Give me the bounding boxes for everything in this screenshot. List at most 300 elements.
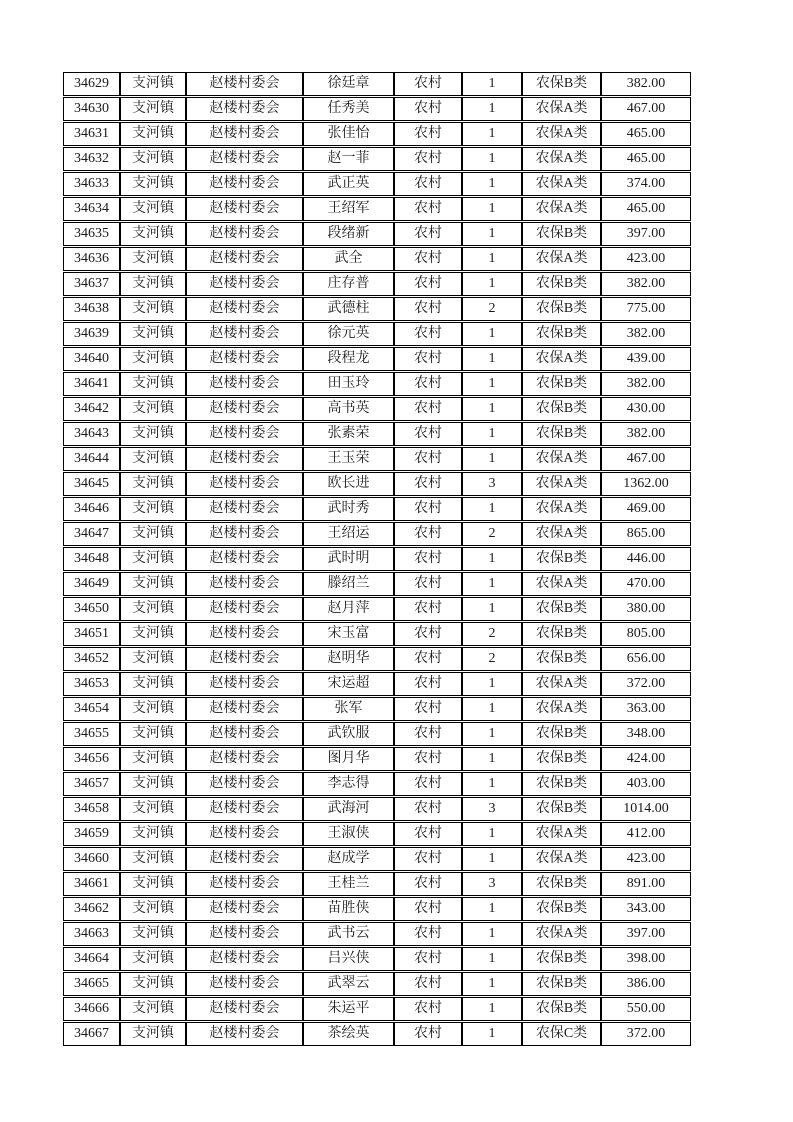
cell-town: 支河镇 <box>120 122 186 146</box>
cell-town: 支河镇 <box>120 622 186 646</box>
table-row <box>63 297 691 321</box>
cell-category: 农保B类 <box>522 722 601 746</box>
cell-name: 庄存普 <box>303 272 394 296</box>
cell-count: 1 <box>462 572 522 596</box>
cell-category: 农保A类 <box>522 672 601 696</box>
cell-count: 1 <box>462 422 522 446</box>
table-row <box>63 997 691 1021</box>
cell-type: 农村 <box>394 222 462 246</box>
cell-count: 1 <box>462 497 522 521</box>
cell-amount: 430.00 <box>601 397 691 421</box>
cell-id: 34629 <box>63 72 120 96</box>
cell-count: 1 <box>462 122 522 146</box>
cell-category: 农保A类 <box>522 472 601 496</box>
cell-id: 34639 <box>63 322 120 346</box>
cell-category: 农保B类 <box>522 622 601 646</box>
cell-village: 赵楼村委会 <box>186 897 303 921</box>
cell-town: 支河镇 <box>120 822 186 846</box>
cell-count: 2 <box>462 297 522 321</box>
cell-type: 农村 <box>394 247 462 271</box>
cell-type: 农村 <box>394 772 462 796</box>
cell-town: 支河镇 <box>120 347 186 371</box>
cell-town: 支河镇 <box>120 397 186 421</box>
cell-village: 赵楼村委会 <box>186 672 303 696</box>
cell-amount: 397.00 <box>601 222 691 246</box>
table-row <box>63 922 691 946</box>
table-row <box>63 247 691 271</box>
cell-name: 武钦服 <box>303 722 394 746</box>
cell-town: 支河镇 <box>120 522 186 546</box>
cell-name: 徐元英 <box>303 322 394 346</box>
cell-type: 农村 <box>394 347 462 371</box>
table-row <box>63 222 691 246</box>
table-row <box>63 322 691 346</box>
cell-name: 武正英 <box>303 172 394 196</box>
cell-amount: 423.00 <box>601 847 691 871</box>
cell-amount: 891.00 <box>601 872 691 896</box>
cell-count: 1 <box>462 222 522 246</box>
cell-type: 农村 <box>394 972 462 996</box>
cell-type: 农村 <box>394 572 462 596</box>
cell-category: 农保B类 <box>522 947 601 971</box>
cell-name: 滕绍兰 <box>303 572 394 596</box>
cell-name: 赵一菲 <box>303 147 394 171</box>
cell-amount: 343.00 <box>601 897 691 921</box>
cell-id: 34632 <box>63 147 120 171</box>
cell-village: 赵楼村委会 <box>186 622 303 646</box>
cell-town: 支河镇 <box>120 1022 186 1046</box>
cell-type: 农村 <box>394 422 462 446</box>
cell-type: 农村 <box>394 297 462 321</box>
cell-amount: 439.00 <box>601 347 691 371</box>
cell-category: 农保A类 <box>522 122 601 146</box>
table-row <box>63 397 691 421</box>
cell-amount: 1014.00 <box>601 797 691 821</box>
cell-id: 34649 <box>63 572 120 596</box>
cell-amount: 374.00 <box>601 172 691 196</box>
cell-type: 农村 <box>394 697 462 721</box>
cell-id: 34631 <box>63 122 120 146</box>
cell-type: 农村 <box>394 322 462 346</box>
cell-category: 农保A类 <box>522 147 601 171</box>
table-row <box>63 197 691 221</box>
table-row <box>63 897 691 921</box>
cell-id: 34667 <box>63 1022 120 1046</box>
cell-id: 34663 <box>63 922 120 946</box>
cell-id: 34659 <box>63 822 120 846</box>
table-row <box>63 72 691 96</box>
cell-category: 农保A类 <box>522 247 601 271</box>
table-row <box>63 572 691 596</box>
cell-category: 农保B类 <box>522 222 601 246</box>
cell-id: 34643 <box>63 422 120 446</box>
cell-count: 1 <box>462 547 522 571</box>
cell-amount: 550.00 <box>601 997 691 1021</box>
cell-type: 农村 <box>394 722 462 746</box>
cell-type: 农村 <box>394 272 462 296</box>
cell-count: 1 <box>462 372 522 396</box>
cell-amount: 423.00 <box>601 247 691 271</box>
cell-name: 吕兴侠 <box>303 947 394 971</box>
cell-village: 赵楼村委会 <box>186 722 303 746</box>
cell-type: 农村 <box>394 922 462 946</box>
table-row <box>63 472 691 496</box>
cell-town: 支河镇 <box>120 147 186 171</box>
cell-name: 张军 <box>303 697 394 721</box>
cell-category: 农保B类 <box>522 372 601 396</box>
cell-name: 武时明 <box>303 547 394 571</box>
cell-amount: 382.00 <box>601 272 691 296</box>
cell-category: 农保B类 <box>522 997 601 1021</box>
table-row <box>63 522 691 546</box>
cell-village: 赵楼村委会 <box>186 447 303 471</box>
cell-amount: 412.00 <box>601 822 691 846</box>
cell-amount: 348.00 <box>601 722 691 746</box>
cell-id: 34657 <box>63 772 120 796</box>
cell-village: 赵楼村委会 <box>186 222 303 246</box>
table-row <box>63 347 691 371</box>
cell-village: 赵楼村委会 <box>186 422 303 446</box>
cell-town: 支河镇 <box>120 697 186 721</box>
cell-id: 34646 <box>63 497 120 521</box>
cell-id: 34635 <box>63 222 120 246</box>
cell-amount: 805.00 <box>601 622 691 646</box>
cell-amount: 397.00 <box>601 922 691 946</box>
cell-amount: 1362.00 <box>601 472 691 496</box>
cell-amount: 398.00 <box>601 947 691 971</box>
cell-town: 支河镇 <box>120 97 186 121</box>
cell-name: 任秀美 <box>303 97 394 121</box>
cell-village: 赵楼村委会 <box>186 97 303 121</box>
cell-category: 农保B类 <box>522 597 601 621</box>
cell-id: 34648 <box>63 547 120 571</box>
cell-name: 苗胜侠 <box>303 897 394 921</box>
table-row <box>63 547 691 571</box>
cell-name: 武全 <box>303 247 394 271</box>
cell-village: 赵楼村委会 <box>186 547 303 571</box>
cell-count: 1 <box>462 197 522 221</box>
cell-town: 支河镇 <box>120 572 186 596</box>
cell-name: 武翠云 <box>303 972 394 996</box>
cell-name: 茶绘英 <box>303 1022 394 1046</box>
cell-name: 赵明华 <box>303 647 394 671</box>
cell-id: 34638 <box>63 297 120 321</box>
table-row <box>63 972 691 996</box>
cell-village: 赵楼村委会 <box>186 647 303 671</box>
cell-count: 1 <box>462 272 522 296</box>
table-row <box>63 622 691 646</box>
cell-village: 赵楼村委会 <box>186 297 303 321</box>
cell-town: 支河镇 <box>120 997 186 1021</box>
cell-village: 赵楼村委会 <box>186 947 303 971</box>
cell-amount: 380.00 <box>601 597 691 621</box>
cell-category: 农保B类 <box>522 772 601 796</box>
cell-id: 34641 <box>63 372 120 396</box>
cell-amount: 467.00 <box>601 447 691 471</box>
cell-count: 1 <box>462 722 522 746</box>
cell-village: 赵楼村委会 <box>186 872 303 896</box>
cell-name: 田玉玲 <box>303 372 394 396</box>
cell-amount: 403.00 <box>601 772 691 796</box>
cell-name: 朱运平 <box>303 997 394 1021</box>
cell-name: 宋玉富 <box>303 622 394 646</box>
cell-name: 赵成学 <box>303 847 394 871</box>
cell-type: 农村 <box>394 622 462 646</box>
cell-name: 武时秀 <box>303 497 394 521</box>
cell-amount: 446.00 <box>601 547 691 571</box>
cell-town: 支河镇 <box>120 947 186 971</box>
cell-town: 支河镇 <box>120 322 186 346</box>
cell-type: 农村 <box>394 797 462 821</box>
cell-town: 支河镇 <box>120 497 186 521</box>
table-row <box>63 647 691 671</box>
cell-village: 赵楼村委会 <box>186 172 303 196</box>
cell-count: 1 <box>462 322 522 346</box>
cell-name: 宋运超 <box>303 672 394 696</box>
cell-amount: 386.00 <box>601 972 691 996</box>
cell-village: 赵楼村委会 <box>186 397 303 421</box>
cell-count: 1 <box>462 447 522 471</box>
cell-name: 欧长进 <box>303 472 394 496</box>
cell-village: 赵楼村委会 <box>186 497 303 521</box>
cell-name: 王绍军 <box>303 197 394 221</box>
cell-type: 农村 <box>394 497 462 521</box>
cell-town: 支河镇 <box>120 747 186 771</box>
cell-category: 农保A类 <box>522 572 601 596</box>
cell-name: 段绪新 <box>303 222 394 246</box>
cell-id: 34630 <box>63 97 120 121</box>
cell-name: 徐廷章 <box>303 72 394 96</box>
cell-amount: 469.00 <box>601 497 691 521</box>
cell-town: 支河镇 <box>120 972 186 996</box>
cell-town: 支河镇 <box>120 247 186 271</box>
cell-village: 赵楼村委会 <box>186 372 303 396</box>
cell-amount: 865.00 <box>601 522 691 546</box>
cell-name: 段程龙 <box>303 347 394 371</box>
cell-type: 农村 <box>394 647 462 671</box>
cell-id: 34651 <box>63 622 120 646</box>
cell-village: 赵楼村委会 <box>186 997 303 1021</box>
table-row <box>63 447 691 471</box>
cell-name: 李志得 <box>303 772 394 796</box>
cell-village: 赵楼村委会 <box>186 247 303 271</box>
table-row <box>63 722 691 746</box>
cell-name: 武海河 <box>303 797 394 821</box>
cell-name: 张佳怡 <box>303 122 394 146</box>
cell-village: 赵楼村委会 <box>186 822 303 846</box>
cell-town: 支河镇 <box>120 597 186 621</box>
cell-category: 农保B类 <box>522 747 601 771</box>
cell-amount: 382.00 <box>601 72 691 96</box>
cell-village: 赵楼村委会 <box>186 847 303 871</box>
benefit-table-container <box>63 71 691 1047</box>
cell-town: 支河镇 <box>120 872 186 896</box>
cell-count: 1 <box>462 997 522 1021</box>
cell-name: 武德柱 <box>303 297 394 321</box>
cell-category: 农保B类 <box>522 797 601 821</box>
cell-count: 2 <box>462 647 522 671</box>
cell-id: 34660 <box>63 847 120 871</box>
cell-amount: 467.00 <box>601 97 691 121</box>
cell-category: 农保A类 <box>522 172 601 196</box>
cell-type: 农村 <box>394 822 462 846</box>
cell-village: 赵楼村委会 <box>186 122 303 146</box>
cell-town: 支河镇 <box>120 72 186 96</box>
cell-count: 1 <box>462 747 522 771</box>
table-row <box>63 272 691 296</box>
cell-village: 赵楼村委会 <box>186 772 303 796</box>
cell-village: 赵楼村委会 <box>186 922 303 946</box>
cell-category: 农保C类 <box>522 1022 601 1046</box>
cell-category: 农保A类 <box>522 922 601 946</box>
cell-type: 农村 <box>394 597 462 621</box>
cell-category: 农保A类 <box>522 822 601 846</box>
cell-town: 支河镇 <box>120 422 186 446</box>
cell-town: 支河镇 <box>120 197 186 221</box>
cell-amount: 465.00 <box>601 197 691 221</box>
cell-id: 34645 <box>63 472 120 496</box>
cell-category: 农保B类 <box>522 72 601 96</box>
cell-id: 34656 <box>63 747 120 771</box>
table-row <box>63 747 691 771</box>
cell-category: 农保A类 <box>522 522 601 546</box>
cell-count: 1 <box>462 147 522 171</box>
cell-amount: 382.00 <box>601 322 691 346</box>
cell-town: 支河镇 <box>120 797 186 821</box>
cell-village: 赵楼村委会 <box>186 972 303 996</box>
cell-id: 34655 <box>63 722 120 746</box>
cell-type: 农村 <box>394 747 462 771</box>
cell-village: 赵楼村委会 <box>186 147 303 171</box>
cell-type: 农村 <box>394 847 462 871</box>
benefit-table <box>63 71 691 1047</box>
cell-category: 农保B类 <box>522 397 601 421</box>
cell-category: 农保A类 <box>522 497 601 521</box>
cell-village: 赵楼村委会 <box>186 572 303 596</box>
cell-village: 赵楼村委会 <box>186 747 303 771</box>
cell-amount: 465.00 <box>601 122 691 146</box>
cell-id: 34633 <box>63 172 120 196</box>
cell-count: 1 <box>462 947 522 971</box>
cell-town: 支河镇 <box>120 672 186 696</box>
table-row <box>63 872 691 896</box>
cell-category: 农保B类 <box>522 297 601 321</box>
cell-count: 1 <box>462 1022 522 1046</box>
cell-name: 张素荣 <box>303 422 394 446</box>
cell-type: 农村 <box>394 1022 462 1046</box>
cell-id: 34666 <box>63 997 120 1021</box>
table-row <box>63 97 691 121</box>
cell-id: 34652 <box>63 647 120 671</box>
cell-count: 1 <box>462 972 522 996</box>
table-row <box>63 1022 691 1046</box>
table-row <box>63 847 691 871</box>
cell-village: 赵楼村委会 <box>186 597 303 621</box>
cell-name: 王玉荣 <box>303 447 394 471</box>
cell-amount: 470.00 <box>601 572 691 596</box>
cell-type: 农村 <box>394 447 462 471</box>
cell-id: 34647 <box>63 522 120 546</box>
cell-name: 图月华 <box>303 747 394 771</box>
cell-count: 2 <box>462 622 522 646</box>
cell-id: 34664 <box>63 947 120 971</box>
cell-type: 农村 <box>394 897 462 921</box>
cell-type: 农村 <box>394 672 462 696</box>
cell-category: 农保B类 <box>522 897 601 921</box>
cell-id: 34653 <box>63 672 120 696</box>
cell-count: 3 <box>462 797 522 821</box>
cell-village: 赵楼村委会 <box>186 522 303 546</box>
cell-count: 1 <box>462 172 522 196</box>
cell-village: 赵楼村委会 <box>186 1022 303 1046</box>
table-row <box>63 772 691 796</box>
cell-village: 赵楼村委会 <box>186 272 303 296</box>
cell-category: 农保A类 <box>522 197 601 221</box>
table-body <box>63 72 691 1046</box>
cell-town: 支河镇 <box>120 897 186 921</box>
cell-village: 赵楼村委会 <box>186 322 303 346</box>
cell-amount: 363.00 <box>601 697 691 721</box>
cell-id: 34644 <box>63 447 120 471</box>
cell-amount: 382.00 <box>601 372 691 396</box>
cell-town: 支河镇 <box>120 772 186 796</box>
cell-name: 赵月萍 <box>303 597 394 621</box>
cell-amount: 382.00 <box>601 422 691 446</box>
cell-town: 支河镇 <box>120 222 186 246</box>
cell-name: 武书云 <box>303 922 394 946</box>
cell-id: 34650 <box>63 597 120 621</box>
cell-type: 农村 <box>394 947 462 971</box>
cell-count: 1 <box>462 672 522 696</box>
table-row <box>63 172 691 196</box>
cell-count: 1 <box>462 897 522 921</box>
cell-category: 农保B类 <box>522 547 601 571</box>
cell-name: 王淑侠 <box>303 822 394 846</box>
cell-type: 农村 <box>394 72 462 96</box>
cell-town: 支河镇 <box>120 922 186 946</box>
cell-type: 农村 <box>394 522 462 546</box>
cell-town: 支河镇 <box>120 272 186 296</box>
table-row <box>63 822 691 846</box>
cell-town: 支河镇 <box>120 297 186 321</box>
cell-town: 支河镇 <box>120 547 186 571</box>
cell-count: 1 <box>462 847 522 871</box>
cell-type: 农村 <box>394 147 462 171</box>
cell-village: 赵楼村委会 <box>186 697 303 721</box>
cell-village: 赵楼村委会 <box>186 472 303 496</box>
cell-village: 赵楼村委会 <box>186 797 303 821</box>
cell-count: 1 <box>462 347 522 371</box>
cell-town: 支河镇 <box>120 372 186 396</box>
cell-count: 1 <box>462 97 522 121</box>
table-row <box>63 122 691 146</box>
cell-amount: 424.00 <box>601 747 691 771</box>
cell-category: 农保A类 <box>522 347 601 371</box>
cell-town: 支河镇 <box>120 847 186 871</box>
cell-amount: 465.00 <box>601 147 691 171</box>
cell-town: 支河镇 <box>120 172 186 196</box>
cell-category: 农保B类 <box>522 972 601 996</box>
table-row <box>63 497 691 521</box>
cell-id: 34640 <box>63 347 120 371</box>
cell-category: 农保A类 <box>522 447 601 471</box>
cell-amount: 775.00 <box>601 297 691 321</box>
cell-category: 农保A类 <box>522 847 601 871</box>
cell-count: 1 <box>462 72 522 96</box>
cell-count: 3 <box>462 472 522 496</box>
cell-name: 王桂兰 <box>303 872 394 896</box>
cell-count: 1 <box>462 397 522 421</box>
